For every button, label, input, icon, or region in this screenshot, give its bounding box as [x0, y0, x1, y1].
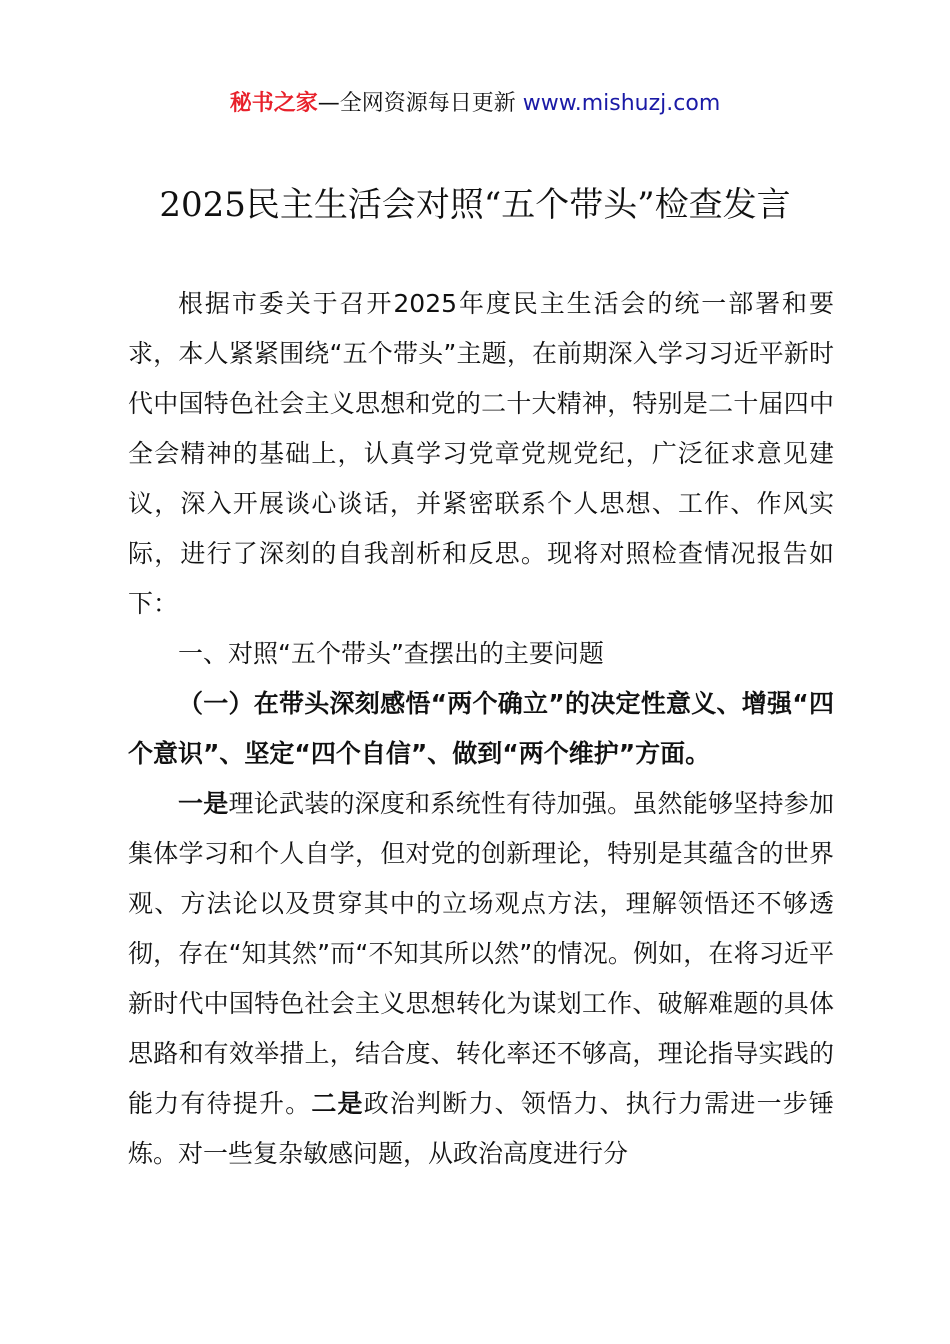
document-body	[128, 279, 834, 1179]
point-2-text: 政治判断力、领悟力、执行力需进一步锤炼。对一些复杂敏感问题，从政治高度进行分	[128, 1089, 834, 1168]
brand-name: 秘书之家	[229, 91, 318, 116]
point-1-text: 理论武装的深度和系统性有待加强。虽然能够坚持参加集体学习和个人自学，但对党的创新理论，特别是其蕴含的世界观、方法论以及贯穿其中的立场观点方法，理解领悟还不够透彻，存在“知其然”而“不知其所以然”的情况。例如，在将习近平新时代中国特色社会主义思想转化为谋划工作、破解难题的具体思路和有效举措上，结合度、转化率还不够高，理论指导实践的能力有待提升。	[128, 789, 834, 1118]
point-paragraph	[128, 779, 834, 1179]
site-header	[0, 88, 950, 120]
section-heading: 一、对照“五个带头”查摆出的主要问题	[178, 639, 604, 668]
document-title: 2025民主生活会对照“五个带头”检查发言	[159, 185, 791, 225]
intro-paragraph: 根据市委关于召开2025年度民主生活会的统一部署和要求，本人紧紧围绕“五个带头”主题，在前期深入学习习近平新时代中国特色社会主义思想和党的二十大精神，特别是二十届四中全会精神的基础上，认真学习党章党规党纪，广泛征求意见建议，深入开展谈心谈话，并紧密联系个人思想、工作、作风实际，进行了深刻的自我剖析和反思。现将对照检查情况报告如下：	[128, 289, 834, 618]
point-1-label: 一是	[178, 789, 229, 818]
site-link[interactable]: www.mishuzj.com	[522, 91, 721, 116]
point-2-label: 二是	[311, 1089, 364, 1118]
header-tagline: —全网资源每日更新	[317, 91, 516, 116]
subsection-heading: （一）在带头深刻感悟“两个确立”的决定性意义、增强“四个意识”、坚定“四个自信”、做到“两个维护”方面。	[128, 689, 834, 768]
